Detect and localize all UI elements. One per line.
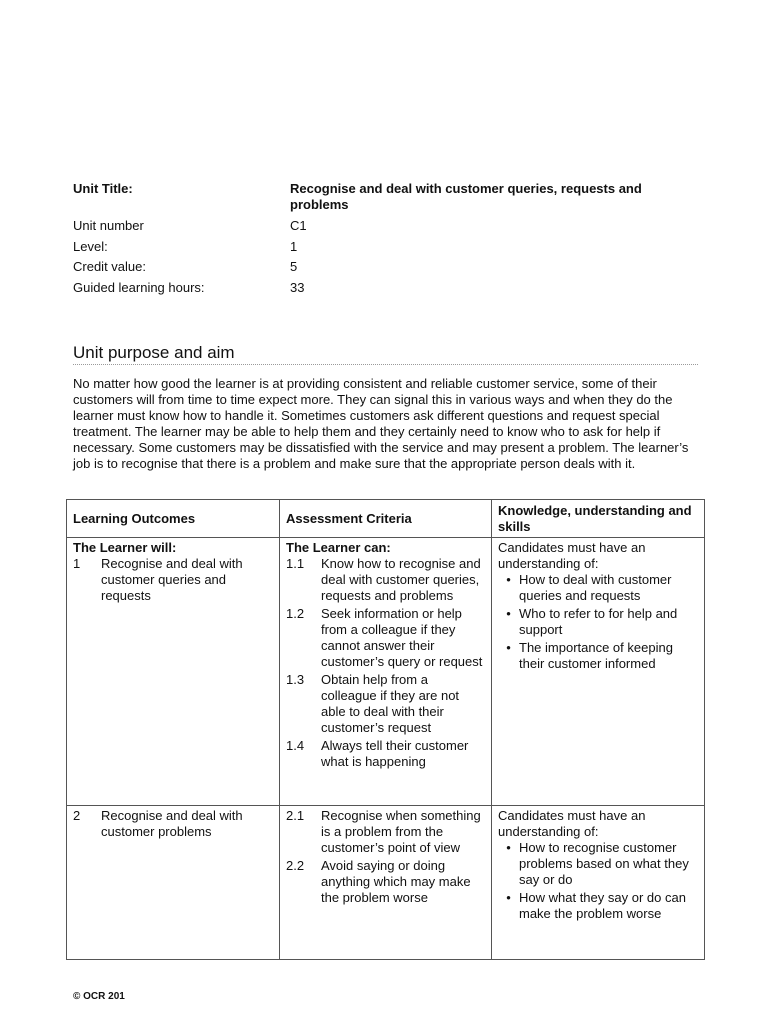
learner-will-label: The Learner will: <box>73 540 177 555</box>
criterion-text: Recognise when something is a problem from the customer’s point of view <box>321 808 481 855</box>
guided-hours-value: 33 <box>290 280 305 296</box>
bullet-icon: • <box>506 890 511 905</box>
criterion-text: Avoid saying or doing anything which may make the problem worse <box>321 858 471 905</box>
outcome-text: Recognise and deal with customer queries and requests <box>101 556 243 603</box>
purpose-text: No matter how good the learner is at providing consistent and reliable customer service, some of their customers will from time to time expect more. They can signal this in various ways and when they do the learner must know how to handle it. Sometimes customers ask different questions and request special treatment. The learner may be able to help them and they certainly need to know who to ask for help if necessary. Some customers may be dissatisfied with the service and may present a problem. The learner’s job is to recognise that there is a problem and make sure that the appropriate person deals with it. <box>73 376 689 471</box>
unit-info <box>73 181 703 301</box>
criterion-number: 1.2 <box>286 606 305 621</box>
unit-title-label: Unit Title: <box>73 181 133 196</box>
unit-title-row <box>73 181 703 213</box>
list-item <box>498 572 698 604</box>
outcome-text: Recognise and deal with customer problems <box>101 808 243 839</box>
criterion-text: Always tell their customer what is happening <box>321 738 469 769</box>
knowledge-text: How what they say or do can make the problem worse <box>519 890 686 921</box>
footer-copyright: © OCR 201 <box>73 991 125 1002</box>
criterion-number: 1.4 <box>286 738 305 753</box>
unit-title-value: Recognise and deal with customer queries, requests and problems <box>290 181 642 212</box>
knowledge-text: How to deal with customer queries and requests <box>519 572 672 603</box>
criterion-item <box>286 672 485 736</box>
level-row <box>73 239 703 255</box>
bullet-icon: • <box>506 572 511 587</box>
criterion-item <box>286 556 485 604</box>
bullet-icon: • <box>506 606 511 621</box>
criteria-cell <box>280 538 492 806</box>
list-item <box>498 606 698 638</box>
list-item <box>498 890 698 922</box>
criterion-item <box>286 858 485 906</box>
credit-value-label: Credit value: <box>73 259 146 275</box>
level-value: 1 <box>290 238 298 254</box>
criterion-number: 2.2 <box>286 858 305 873</box>
knowledge-cell <box>492 806 705 960</box>
table-row <box>67 806 705 960</box>
criterion-number: 1.1 <box>286 556 305 571</box>
learner-can-label: The Learner can: <box>286 540 391 555</box>
criterion-text: Know how to recognise and deal with customer queries, requests and problems <box>321 556 481 603</box>
table-row <box>67 538 705 806</box>
unit-number-value: C1 <box>290 218 307 233</box>
outcome-cell <box>67 538 280 806</box>
unit-number-label: Unit number <box>73 218 144 233</box>
criterion-item <box>286 808 485 856</box>
guided-hours-label: Guided learning hours: <box>73 280 205 296</box>
list-item <box>498 840 698 888</box>
criterion-item <box>286 738 485 770</box>
header-assessment-criteria: Assessment Criteria <box>280 500 492 538</box>
guided-hours-row <box>73 280 703 296</box>
criteria-cell <box>280 806 492 960</box>
criterion-text: Obtain help from a colleague if they are not able to deal with their customer’s request <box>321 672 460 735</box>
header-knowledge: Knowledge, understanding and skills <box>492 500 705 538</box>
criterion-item <box>286 606 485 670</box>
outcomes-table <box>66 499 705 960</box>
table-header-row <box>67 500 705 538</box>
level-label: Level: <box>73 238 108 254</box>
knowledge-list <box>498 840 698 922</box>
unit-number-row <box>73 218 703 234</box>
knowledge-text: How to recognise customer problems based on what they say or do <box>519 840 689 887</box>
list-item <box>498 640 698 672</box>
knowledge-intro: Candidates must have an understanding of: <box>498 808 646 839</box>
header-learning-outcomes: Learning Outcomes <box>67 500 280 538</box>
outcome-cell <box>67 806 280 960</box>
knowledge-list <box>498 572 698 672</box>
bullet-icon: • <box>506 640 511 655</box>
knowledge-text: The importance of keeping their customer informed <box>519 640 673 671</box>
criterion-text: Seek information or help from a colleague if they cannot answer their customer’s query or request <box>321 606 483 669</box>
outcome-item <box>73 556 273 604</box>
criterion-number: 2.1 <box>286 808 305 823</box>
outcome-item <box>73 808 273 840</box>
bullet-icon: • <box>506 840 511 855</box>
criterion-number: 1.3 <box>286 672 305 687</box>
credit-value-row <box>73 259 703 275</box>
outcome-number: 1 <box>73 556 81 571</box>
outcome-number: 2 <box>73 808 81 823</box>
knowledge-cell <box>492 538 705 806</box>
knowledge-intro: Candidates must have an understanding of: <box>498 540 646 571</box>
purpose-heading: Unit purpose and aim <box>73 343 698 365</box>
knowledge-text: Who to refer to for help and support <box>519 606 678 637</box>
credit-value-value: 5 <box>290 259 298 275</box>
